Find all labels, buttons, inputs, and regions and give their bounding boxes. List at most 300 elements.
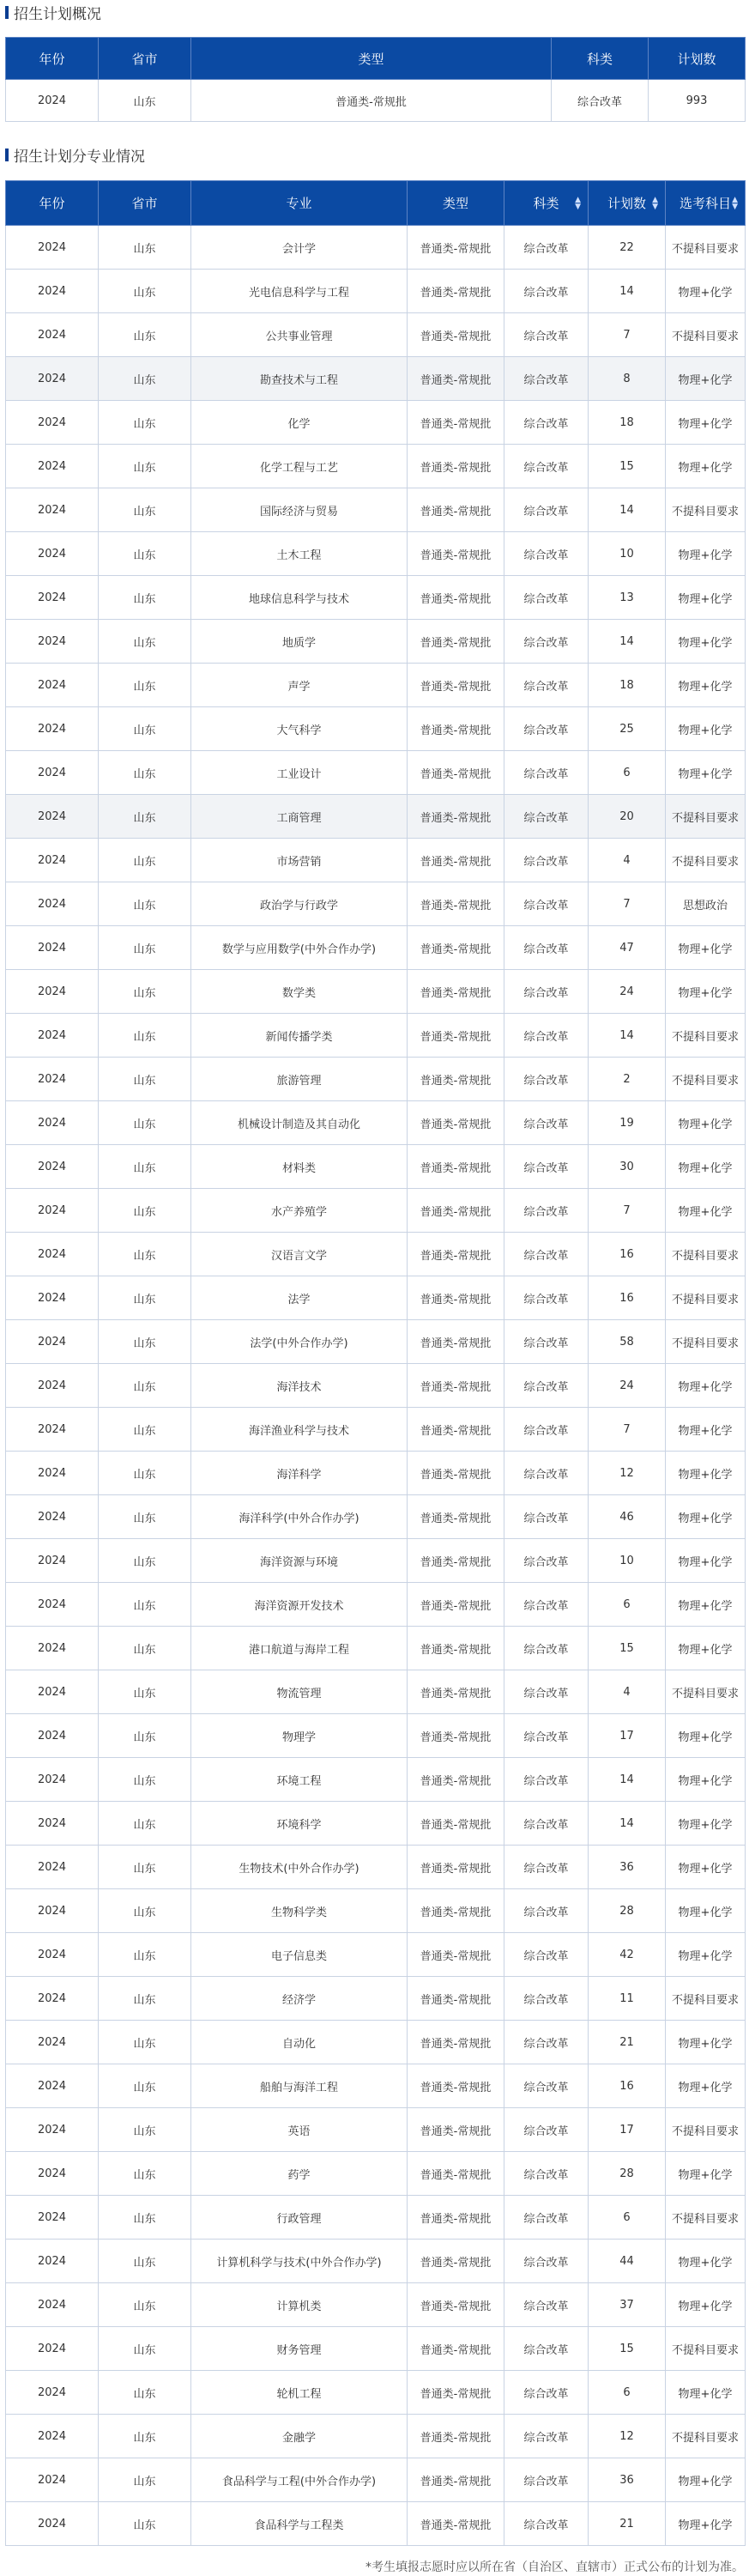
table-row	[6, 1145, 746, 1189]
cell-province: 山东	[99, 2240, 191, 2283]
cell-year: 2024	[6, 1977, 99, 2021]
plan-header-subjects-label: 选考科目	[679, 196, 731, 211]
cell-major: 海洋资源与环境	[191, 1539, 408, 1583]
cell-year: 2024	[6, 401, 99, 445]
cell-category: 综合改革	[504, 1364, 589, 1408]
table-row	[6, 1846, 746, 1889]
cell-type: 普通类-常规批	[408, 970, 504, 1014]
table-row	[6, 401, 746, 445]
table-row	[6, 226, 746, 270]
cell-type: 普通类-常规批	[408, 1495, 504, 1539]
summary-count: 993	[649, 80, 746, 122]
cell-major: 土木工程	[191, 532, 408, 576]
cell-count: 4	[589, 1670, 666, 1714]
cell-category: 综合改革	[504, 1758, 589, 1802]
cell-subjects: 物理+化学	[666, 2064, 746, 2108]
summary-type: 普通类-常规批	[191, 80, 552, 122]
cell-category: 综合改革	[504, 1408, 589, 1452]
cell-year: 2024	[6, 2458, 99, 2502]
cell-count: 6	[589, 751, 666, 795]
table-row	[6, 1058, 746, 1101]
cell-type: 普通类-常规批	[408, 1058, 504, 1101]
cell-count: 17	[589, 2108, 666, 2152]
cell-province: 山东	[99, 313, 191, 357]
cell-major: 新闻传播学类	[191, 1014, 408, 1058]
cell-year: 2024	[6, 1846, 99, 1889]
cell-year: 2024	[6, 445, 99, 488]
table-row	[6, 1452, 746, 1495]
cell-major: 声学	[191, 664, 408, 707]
cell-type: 普通类-常规批	[408, 751, 504, 795]
cell-province: 山东	[99, 1846, 191, 1889]
cell-category: 综合改革	[504, 313, 589, 357]
cell-year: 2024	[6, 1189, 99, 1233]
table-row	[6, 1408, 746, 1452]
table-row	[6, 357, 746, 401]
cell-major: 环境科学	[191, 1802, 408, 1846]
cell-subjects: 物理+化学	[666, 1846, 746, 1889]
table-row	[6, 926, 746, 970]
cell-count: 15	[589, 445, 666, 488]
cell-province: 山东	[99, 1408, 191, 1452]
cell-category: 综合改革	[504, 1583, 589, 1627]
cell-year: 2024	[6, 226, 99, 270]
table-row	[6, 1233, 746, 1276]
table-row	[6, 1101, 746, 1145]
cell-year: 2024	[6, 1014, 99, 1058]
table-row	[6, 1014, 746, 1058]
cell-province: 山东	[99, 1014, 191, 1058]
cell-year: 2024	[6, 1758, 99, 1802]
cell-major: 生物技术(中外合作办学)	[191, 1846, 408, 1889]
cell-category: 综合改革	[504, 882, 589, 926]
cell-major: 船舶与海洋工程	[191, 2064, 408, 2108]
cell-type: 普通类-常规批	[408, 1977, 504, 2021]
table-row	[6, 1627, 746, 1670]
cell-type: 普通类-常规批	[408, 882, 504, 926]
cell-province: 山东	[99, 1058, 191, 1101]
cell-province: 山东	[99, 2021, 191, 2064]
cell-subjects: 物理+化学	[666, 2240, 746, 2283]
cell-subjects: 物理+化学	[666, 270, 746, 313]
cell-count: 12	[589, 2415, 666, 2458]
cell-major: 汉语言文学	[191, 1233, 408, 1276]
cell-year: 2024	[6, 1058, 99, 1101]
cell-type: 普通类-常规批	[408, 1145, 504, 1189]
cell-year: 2024	[6, 2371, 99, 2415]
cell-type: 普通类-常规批	[408, 2283, 504, 2327]
cell-count: 4	[589, 839, 666, 882]
cell-major: 海洋技术	[191, 1364, 408, 1408]
sort-icon[interactable]: ▲ ▼	[652, 195, 658, 211]
cell-year: 2024	[6, 1539, 99, 1583]
table-row	[6, 2283, 746, 2327]
cell-subjects: 不提科目要求	[666, 226, 746, 270]
table-row	[6, 2196, 746, 2240]
cell-province: 山东	[99, 707, 191, 751]
cell-year: 2024	[6, 2108, 99, 2152]
summary-header-row	[6, 38, 746, 80]
cell-count: 8	[589, 357, 666, 401]
cell-count: 20	[589, 795, 666, 839]
cell-subjects: 物理+化学	[666, 1758, 746, 1802]
cell-year: 2024	[6, 1933, 99, 1977]
plan-title-text: 招生计划分专业情况	[14, 148, 145, 166]
cell-type: 普通类-常规批	[408, 1802, 504, 1846]
table-row	[6, 1670, 746, 1714]
cell-year: 2024	[6, 1802, 99, 1846]
cell-type: 普通类-常规批	[408, 1539, 504, 1583]
cell-category: 综合改革	[504, 926, 589, 970]
cell-province: 山东	[99, 970, 191, 1014]
cell-count: 15	[589, 2327, 666, 2371]
cell-year: 2024	[6, 1233, 99, 1276]
cell-province: 山东	[99, 1714, 191, 1758]
cell-province: 山东	[99, 2064, 191, 2108]
cell-count: 16	[589, 2064, 666, 2108]
cell-category: 综合改革	[504, 2415, 589, 2458]
cell-type: 普通类-常规批	[408, 1670, 504, 1714]
cell-count: 14	[589, 1014, 666, 1058]
plan-header-subjects[interactable]	[666, 181, 746, 226]
summary-header-year: 年份	[6, 38, 99, 80]
cell-count: 19	[589, 1101, 666, 1145]
cell-subjects: 物理+化学	[666, 1802, 746, 1846]
cell-category: 综合改革	[504, 532, 589, 576]
cell-major: 自动化	[191, 2021, 408, 2064]
cell-subjects: 物理+化学	[666, 1364, 746, 1408]
cell-year: 2024	[6, 532, 99, 576]
plan-header-category-label: 科类	[533, 196, 559, 211]
table-row	[6, 1933, 746, 1977]
cell-year: 2024	[6, 1714, 99, 1758]
cell-year: 2024	[6, 1320, 99, 1364]
cell-year: 2024	[6, 488, 99, 532]
table-row	[6, 2240, 746, 2283]
cell-major: 英语	[191, 2108, 408, 2152]
cell-type: 普通类-常规批	[408, 1846, 504, 1889]
cell-year: 2024	[6, 620, 99, 664]
cell-category: 综合改革	[504, 401, 589, 445]
cell-subjects: 物理+化学	[666, 2371, 746, 2415]
section-marker	[5, 6, 9, 19]
plan-table	[5, 180, 746, 2546]
cell-count: 6	[589, 2196, 666, 2240]
cell-category: 综合改革	[504, 795, 589, 839]
cell-subjects: 物理+化学	[666, 751, 746, 795]
cell-category: 综合改革	[504, 1320, 589, 1364]
table-row	[6, 1889, 746, 1933]
cell-count: 25	[589, 707, 666, 751]
table-row	[6, 1495, 746, 1539]
cell-type: 普通类-常规批	[408, 445, 504, 488]
cell-year: 2024	[6, 313, 99, 357]
cell-count: 10	[589, 1539, 666, 1583]
table-row	[6, 2371, 746, 2415]
cell-category: 综合改革	[504, 1233, 589, 1276]
cell-subjects: 物理+化学	[666, 357, 746, 401]
cell-year: 2024	[6, 1145, 99, 1189]
cell-type: 普通类-常规批	[408, 1189, 504, 1233]
cell-category: 综合改革	[504, 1452, 589, 1495]
cell-count: 58	[589, 1320, 666, 1364]
cell-type: 普通类-常规批	[408, 532, 504, 576]
table-row	[6, 795, 746, 839]
table-row	[6, 839, 746, 882]
cell-subjects: 物理+化学	[666, 926, 746, 970]
cell-major: 化学工程与工艺	[191, 445, 408, 488]
cell-major: 海洋科学(中外合作办学)	[191, 1495, 408, 1539]
cell-count: 24	[589, 1364, 666, 1408]
cell-major: 数学与应用数学(中外合作办学)	[191, 926, 408, 970]
cell-count: 7	[589, 1189, 666, 1233]
cell-province: 山东	[99, 2327, 191, 2371]
cell-type: 普通类-常规批	[408, 1320, 504, 1364]
cell-category: 综合改革	[504, 1539, 589, 1583]
cell-subjects: 物理+化学	[666, 2283, 746, 2327]
cell-major: 化学	[191, 401, 408, 445]
cell-major: 行政管理	[191, 2196, 408, 2240]
cell-category: 综合改革	[504, 664, 589, 707]
cell-province: 山东	[99, 576, 191, 620]
cell-category: 综合改革	[504, 1933, 589, 1977]
cell-year: 2024	[6, 882, 99, 926]
cell-subjects: 物理+化学	[666, 1627, 746, 1670]
cell-year: 2024	[6, 795, 99, 839]
table-row	[6, 1583, 746, 1627]
cell-province: 山东	[99, 226, 191, 270]
cell-major: 计算机科学与技术(中外合作办学)	[191, 2240, 408, 2283]
cell-count: 16	[589, 1233, 666, 1276]
cell-subjects: 物理+化学	[666, 2021, 746, 2064]
cell-subjects: 物理+化学	[666, 664, 746, 707]
cell-province: 山东	[99, 1452, 191, 1495]
table-row	[6, 576, 746, 620]
cell-year: 2024	[6, 926, 99, 970]
cell-major: 法学	[191, 1276, 408, 1320]
cell-major: 市场营销	[191, 839, 408, 882]
cell-type: 普通类-常规批	[408, 664, 504, 707]
cell-major: 财务管理	[191, 2327, 408, 2371]
cell-category: 综合改革	[504, 1101, 589, 1145]
cell-subjects: 物理+化学	[666, 1889, 746, 1933]
cell-province: 山东	[99, 1189, 191, 1233]
cell-type: 普通类-常规批	[408, 1627, 504, 1670]
cell-province: 山东	[99, 1889, 191, 1933]
cell-province: 山东	[99, 795, 191, 839]
table-row	[6, 1320, 746, 1364]
cell-count: 28	[589, 1889, 666, 1933]
cell-category: 综合改革	[504, 226, 589, 270]
cell-year: 2024	[6, 1364, 99, 1408]
cell-subjects: 物理+化学	[666, 401, 746, 445]
cell-major: 金融学	[191, 2415, 408, 2458]
cell-type: 普通类-常规批	[408, 839, 504, 882]
cell-province: 山东	[99, 751, 191, 795]
table-row	[6, 2327, 746, 2371]
cell-count: 14	[589, 270, 666, 313]
cell-year: 2024	[6, 1276, 99, 1320]
cell-category: 综合改革	[504, 1058, 589, 1101]
cell-subjects: 不提科目要求	[666, 488, 746, 532]
cell-province: 山东	[99, 1101, 191, 1145]
table-row	[6, 751, 746, 795]
cell-major: 港口航道与海岸工程	[191, 1627, 408, 1670]
cell-subjects: 物理+化学	[666, 1408, 746, 1452]
cell-province: 山东	[99, 1583, 191, 1627]
cell-type: 普通类-常规批	[408, 2502, 504, 2546]
table-row	[6, 2458, 746, 2502]
cell-count: 10	[589, 532, 666, 576]
cell-province: 山东	[99, 664, 191, 707]
table-row	[6, 664, 746, 707]
cell-major: 药学	[191, 2152, 408, 2196]
cell-year: 2024	[6, 1670, 99, 1714]
cell-category: 综合改革	[504, 1802, 589, 1846]
cell-year: 2024	[6, 2021, 99, 2064]
cell-province: 山东	[99, 620, 191, 664]
cell-type: 普通类-常规批	[408, 1276, 504, 1320]
cell-major: 旅游管理	[191, 1058, 408, 1101]
plan-header-major: 专业	[191, 181, 408, 226]
cell-subjects: 物理+化学	[666, 1714, 746, 1758]
table-row	[6, 2415, 746, 2458]
cell-province: 山东	[99, 1977, 191, 2021]
cell-subjects: 不提科目要求	[666, 1014, 746, 1058]
cell-category: 综合改革	[504, 620, 589, 664]
sort-icon[interactable]: ▲ ▼	[732, 195, 738, 211]
cell-province: 山东	[99, 2283, 191, 2327]
cell-category: 综合改革	[504, 270, 589, 313]
cell-province: 山东	[99, 882, 191, 926]
sort-icon[interactable]: ▲ ▼	[575, 195, 581, 211]
cell-subjects: 物理+化学	[666, 532, 746, 576]
table-row	[6, 1189, 746, 1233]
cell-major: 政治学与行政学	[191, 882, 408, 926]
cell-category: 综合改革	[504, 357, 589, 401]
cell-count: 7	[589, 1408, 666, 1452]
cell-count: 30	[589, 1145, 666, 1189]
cell-province: 山东	[99, 2196, 191, 2240]
cell-subjects: 不提科目要求	[666, 1276, 746, 1320]
cell-subjects: 不提科目要求	[666, 2327, 746, 2371]
cell-subjects: 物理+化学	[666, 1101, 746, 1145]
cell-type: 普通类-常规批	[408, 357, 504, 401]
table-row	[6, 1364, 746, 1408]
cell-category: 综合改革	[504, 2240, 589, 2283]
cell-major: 公共事业管理	[191, 313, 408, 357]
cell-year: 2024	[6, 1408, 99, 1452]
cell-category: 综合改革	[504, 2327, 589, 2371]
cell-province: 山东	[99, 1802, 191, 1846]
table-row	[6, 882, 746, 926]
cell-subjects: 物理+化学	[666, 1452, 746, 1495]
cell-province: 山东	[99, 488, 191, 532]
cell-count: 37	[589, 2283, 666, 2327]
cell-major: 光电信息科学与工程	[191, 270, 408, 313]
table-row	[6, 1977, 746, 2021]
cell-count: 18	[589, 664, 666, 707]
cell-province: 山东	[99, 1758, 191, 1802]
cell-province: 山东	[99, 401, 191, 445]
cell-count: 14	[589, 488, 666, 532]
cell-count: 2	[589, 1058, 666, 1101]
cell-type: 普通类-常规批	[408, 2152, 504, 2196]
cell-category: 综合改革	[504, 1189, 589, 1233]
table-row	[6, 707, 746, 751]
summary-header-category: 科类	[552, 38, 649, 80]
cell-province: 山东	[99, 270, 191, 313]
cell-major: 经济学	[191, 1977, 408, 2021]
cell-subjects: 物理+化学	[666, 1583, 746, 1627]
cell-major: 会计学	[191, 226, 408, 270]
cell-category: 综合改革	[504, 576, 589, 620]
cell-province: 山东	[99, 1364, 191, 1408]
plan-header-category[interactable]	[504, 181, 589, 226]
cell-major: 勘查技术与工程	[191, 357, 408, 401]
cell-type: 普通类-常规批	[408, 1714, 504, 1758]
cell-province: 山东	[99, 1670, 191, 1714]
cell-count: 21	[589, 2502, 666, 2546]
cell-count: 14	[589, 620, 666, 664]
cell-subjects: 不提科目要求	[666, 2108, 746, 2152]
plan-header-count[interactable]	[589, 181, 666, 226]
cell-province: 山东	[99, 2108, 191, 2152]
summary-header-province: 省市	[99, 38, 191, 80]
cell-type: 普通类-常规批	[408, 707, 504, 751]
table-row	[6, 1276, 746, 1320]
cell-year: 2024	[6, 270, 99, 313]
cell-type: 普通类-常规批	[408, 2108, 504, 2152]
cell-subjects: 物理+化学	[666, 445, 746, 488]
cell-subjects: 不提科目要求	[666, 1058, 746, 1101]
table-row	[6, 270, 746, 313]
cell-year: 2024	[6, 2327, 99, 2371]
cell-type: 普通类-常规批	[408, 226, 504, 270]
cell-province: 山东	[99, 1539, 191, 1583]
table-row	[6, 2021, 746, 2064]
cell-major: 地球信息科学与技术	[191, 576, 408, 620]
cell-count: 7	[589, 313, 666, 357]
cell-subjects: 不提科目要求	[666, 1320, 746, 1364]
summary-province: 山东	[99, 80, 191, 122]
plan-table-body	[6, 226, 746, 2546]
cell-major: 海洋渔业科学与技术	[191, 1408, 408, 1452]
cell-year: 2024	[6, 2196, 99, 2240]
cell-category: 综合改革	[504, 1977, 589, 2021]
cell-type: 普通类-常规批	[408, 1452, 504, 1495]
cell-type: 普通类-常规批	[408, 1364, 504, 1408]
cell-major: 计算机类	[191, 2283, 408, 2327]
cell-type: 普通类-常规批	[408, 1758, 504, 1802]
cell-category: 综合改革	[504, 1276, 589, 1320]
plan-section-title	[5, 144, 145, 165]
cell-year: 2024	[6, 2502, 99, 2546]
cell-subjects: 物理+化学	[666, 2458, 746, 2502]
cell-major: 物理学	[191, 1714, 408, 1758]
cell-count: 21	[589, 2021, 666, 2064]
summary-section-title	[5, 2, 101, 22]
cell-major: 食品科学与工程(中外合作办学)	[191, 2458, 408, 2502]
cell-type: 普通类-常规批	[408, 1933, 504, 1977]
plan-header-province: 省市	[99, 181, 191, 226]
cell-subjects: 不提科目要求	[666, 313, 746, 357]
cell-subjects: 不提科目要求	[666, 1233, 746, 1276]
cell-type: 普通类-常规批	[408, 2196, 504, 2240]
cell-subjects: 物理+化学	[666, 1539, 746, 1583]
cell-type: 普通类-常规批	[408, 401, 504, 445]
summary-year: 2024	[6, 80, 99, 122]
